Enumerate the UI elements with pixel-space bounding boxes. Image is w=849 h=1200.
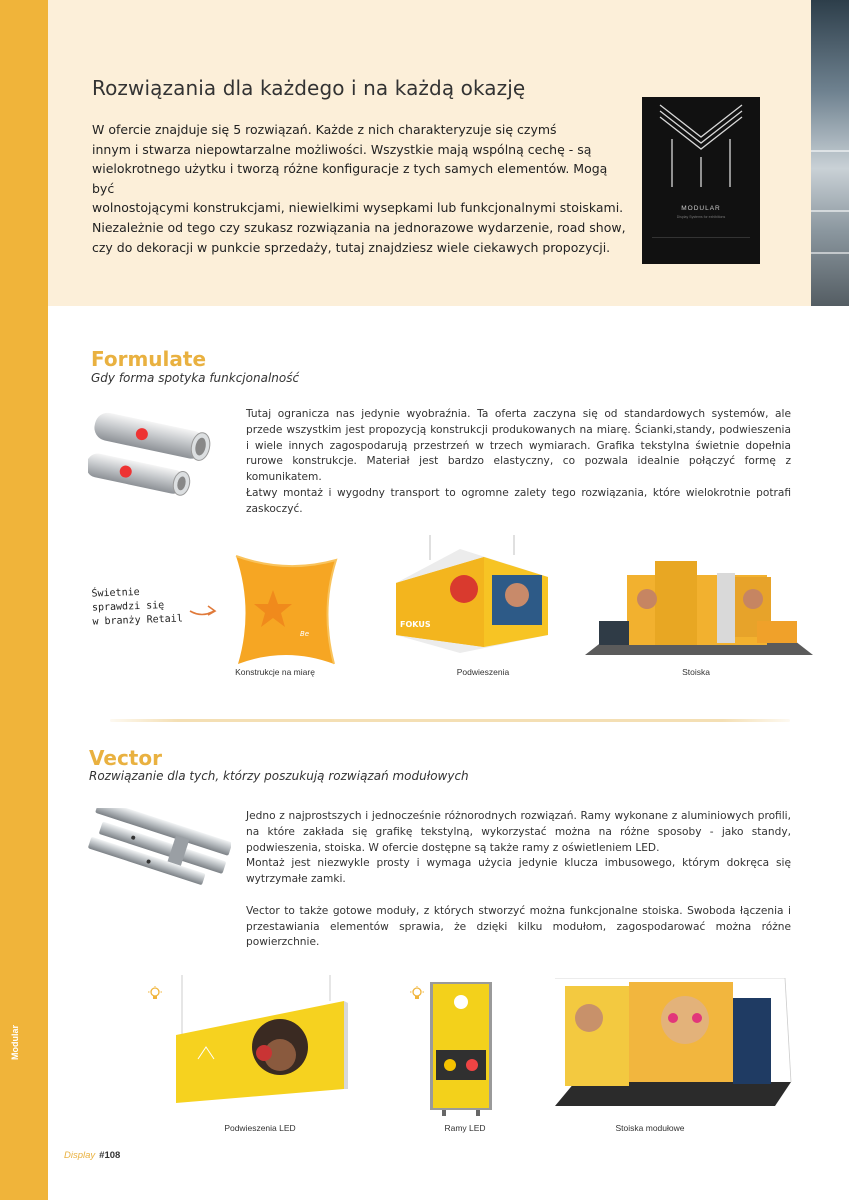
footer-section-name: Display — [64, 1150, 96, 1161]
custom-structure-image — [228, 552, 343, 670]
page-footer — [64, 1150, 120, 1161]
right-edge-photo — [811, 0, 849, 306]
caption-custom-structures: Konstrukcje na miarę — [235, 667, 315, 677]
formulate-description: Tutaj ogranicza nas jedynie wyobraźnia. Ta oferta zaczyna się od standardowych systemów, ale przede wszystkim jest propozycją konstrukcji produkowanych na miarę. Ścianki,standy, podwieszenia i wiele innych zagospodarują przestrzeń w trzech wymiarach. Grafika tekstylna świetnie dopełnia rurowe konstrukcje. Materiał jest bardzo elastyczny, co pozwala idealnie połączyć formę z komunikatem. Łatwy montaż i wygodny transport to ogromne zalety tego rozwiązania, które wielokrotnie potrafi zaskoczyć. — [246, 408, 791, 515]
catalog-cover-subtitle: Display Systems for exhibitions — [676, 215, 726, 219]
hanging-sign-image — [392, 535, 552, 660]
formulate-subtitle: Gdy forma spotyka funkcjonalność — [91, 371, 300, 385]
booth-image — [585, 555, 813, 657]
caption-booths: Stoiska — [682, 667, 710, 677]
caption-hanging-signs: Podwieszenia — [456, 667, 510, 677]
led-frame-image — [428, 980, 494, 1118]
lightbulb-icon — [148, 986, 162, 1002]
vector-description: Jedno z najprostszych i jednocześnie różnorodnych rozwiązań. Ramy wykonane z aluminiowych profili, na które zakłada się grafikę tekstylną, wykorzystać można na różne sposoby - jako standy, podwieszenia, stoiska. W ofercie dostępne są także ramy z oświetleniem LED. Montaż jest niezwykle prosty i wymaga użycia jedynie klucza imbusowego, którym dokręca się wytrzymałe zamki. Vector to także gotowe moduły, z których stworzyć można funkcjonalne stoiska. Swoboda łączenia i przestawiania elementów sprawia, że dzięki kilku modułom, zagospodarować można różne powierzchnie. — [246, 810, 791, 949]
arrow-icon — [188, 602, 218, 620]
formulate-tubes-image — [88, 408, 213, 518]
retail-note: Świetnie sprawdzi się w branży Retail — [91, 586, 183, 628]
lightbulb-icon — [410, 986, 424, 1002]
vector-subtitle: Rozwiązanie dla tych, którzy poszukują rozwiązań modułowych — [89, 769, 469, 783]
modular-booth-image — [545, 978, 795, 1116]
intro-title: Rozwiązania dla każdego i na każdą okazję — [92, 76, 526, 100]
caption-led-frames: Ramy LED — [444, 1123, 486, 1133]
side-label: Modular — [10, 1025, 20, 1060]
catalog-cover-image — [642, 97, 760, 264]
led-hanging-banner-image — [176, 975, 348, 1115]
page-number: #108 — [99, 1150, 121, 1161]
vector-title: Vector — [89, 746, 162, 770]
caption-led-hanging: Podwieszenia LED — [224, 1123, 296, 1133]
section-divider — [110, 719, 790, 722]
fokus-label: FOKUS — [400, 620, 431, 629]
formulate-title: Formulate — [91, 347, 207, 371]
caption-modular-booths: Stoiska modułowe — [615, 1123, 685, 1133]
side-bar — [0, 0, 48, 1200]
svg-text:Be: Be — [300, 630, 310, 638]
vector-profiles-image — [86, 808, 231, 896]
intro-text: W ofercie znajduje się 5 rozwiązań. Każde z nich charakteryzuje się czymś innym i stwarza niepowtarzalne możliwości. Wszystkie mają wspólną cechę - są wielokrotnego użytku i tworzą różne konfiguracje z tych samych elementów. Mogą być wolnostojącymi konstrukcjami, niewielkimi wysepkami lub funkcjonalnymi stoiskami. Niezależnie od tego czy szukasz rozwiązania na jednorazowe wydarzenie, road show, czy do dekoracji w punkcie sprzedaży, tutaj znajdziesz wiele ciekawych propozycji. — [92, 122, 626, 255]
catalog-cover-label: MODULAR — [681, 205, 721, 212]
